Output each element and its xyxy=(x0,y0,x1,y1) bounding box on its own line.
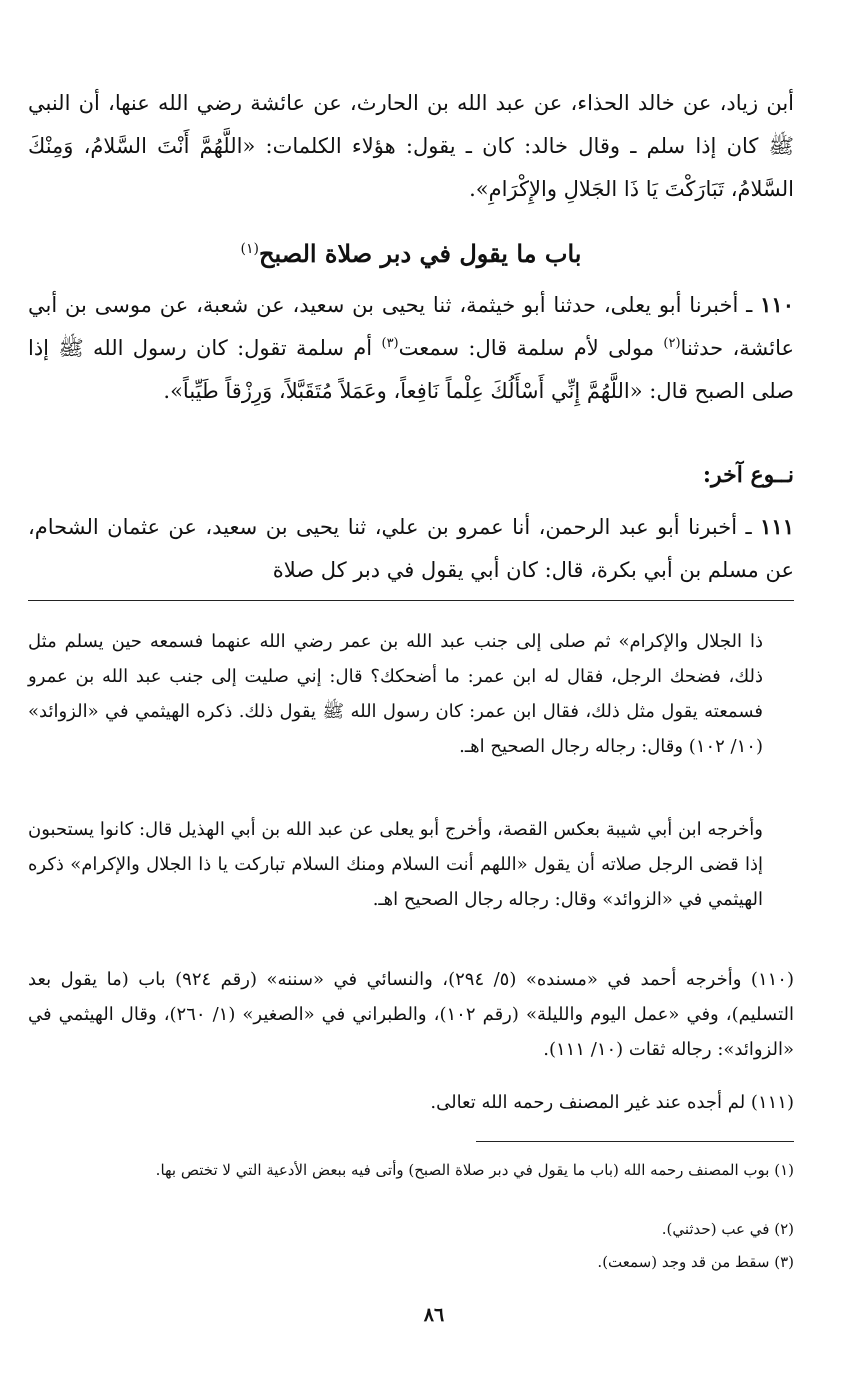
footnote-ref-2: (٢) xyxy=(663,336,681,351)
takhrij-note-110: (١١٠) وأخرجه أحمد في «مسنده» (٥/ ٢٩٤)، والنسائي في «سننه» (رقم ٩٢٤) باب (ما يقول بعد التسليم)، وفي «عمل اليوم والليلة» (رقم ١٠٢)، والطبراني في «الصغير» (١/ ٢٦٠)، وقال الهيثمي في «الزوائد»: رجاله ثقات (١٠/ ١١١). xyxy=(28,969,794,1060)
commentary-paragraph: ذا الجلال والإكرام» ثم صلى إلى جنب عبد الله بن عمر رضي الله عنهما فسمعه حين يسلم مثل ذلك، فضحك الرجل، فقال له ابن عمر: ما أضحكك؟ قال: إني صليت إلى جنب عبد الله بن عمرو فسمعته يقول مثل ذلك، فقال ابن عمر: كان رسول الله ﷺ يقول ذلك. ذكره الهيثمي في «الزوائد» (١٠/ ١٠٢) وقال: رجاله رجال الصحيح اهـ. xyxy=(28,631,763,757)
chapter-heading xyxy=(28,229,794,274)
notes-divider xyxy=(28,600,794,601)
section-subheading: نــوع آخر: xyxy=(702,462,794,488)
hadith-110 xyxy=(28,283,794,413)
footnotes-divider xyxy=(476,1141,794,1142)
chapter-heading-note-ref: (١) xyxy=(240,241,260,257)
footnote-3: (٣) سقط من قد وجد (سمعت). xyxy=(597,1253,794,1271)
takhrij-note-111: (١١١) لم أجده عند غير المصنف رحمه الله تعالى. xyxy=(430,1092,794,1113)
commentary-paragraph: وأخرجه ابن أبي شيبة بعكس القصة، وأخرج أبو يعلى عن عبد الله بن أبي الهذيل قال: كانوا يستحبون إذا قضى الرجل صلاته أن يقول «اللهم أنت السلام ومنك السلام تباركت يا ذا الجلال والإكرام» ذكره الهيثمي في «الزوائد» وقال: رجاله رجال الصحيح اهـ. xyxy=(28,819,763,910)
hadith-text: مولى لأم سلمة قال: سمعت xyxy=(398,336,655,360)
hadith-text: ـ أخبرنا أبو عبد الرحمن، أنا عمرو بن علي، ثنا يحيى بن سعيد، عن عثمان الشحام، عن مسلم بن أبي بكرة، قال: كان أبي يقول في دبر كل صلاة xyxy=(28,515,794,582)
footnote-1: (١) بوب المصنف رحمه الله (باب ما يقول في دبر صلاة الصبح) وأتى فيه ببعض الأدعية التي لا تختص بها. xyxy=(155,1161,794,1179)
hadith-text-continuation: أبن زياد، عن خالد الحذاء، عن عبد الله بن الحارث، عن عائشة رضي الله عنها، أن النبي ﷺ كان إذا سلم ـ وقال خالد: كان ـ يقول: هؤلاء الكلمات: «اللَّهُمَّ أَنْتَ السَّلامُ، وَمِنْكَ السَّلامُ، تَبَارَكْتَ يَا ذَا الجَلالِ والإِكْرَامِ». xyxy=(28,91,794,201)
footnote-ref-3: (٣) xyxy=(381,336,399,351)
page-number: ٨٦ xyxy=(423,1304,445,1326)
hadith-text: ـ أخبرنا أبو يعلى، حدثنا أبو خيثمة، ثنا يحيى بن سعيد، عن شعبة، عن موسى بن أبي عائشة، حدثنا xyxy=(28,293,794,360)
chapter-heading-text: باب ما يقول في دبر صلاة الصبح xyxy=(259,239,582,268)
hadith-number: ١١١ xyxy=(760,514,794,539)
hadith-text: أم سلمة تقول: كان رسول الله ﷺ إذا صلى الصبح قال: «اللَّهُمَّ إِنِّي أَسْأَلُكَ عِلْماً نَافِعاً، وعَمَلاً مُتَقَبَّلاً، وَرِزْقاً طَيِّباً». xyxy=(28,336,794,403)
footnote-2: (٢) في عب (حدثني). xyxy=(661,1220,794,1238)
hadith-111 xyxy=(28,505,794,592)
hadith-number: ١١٠ xyxy=(760,292,794,317)
